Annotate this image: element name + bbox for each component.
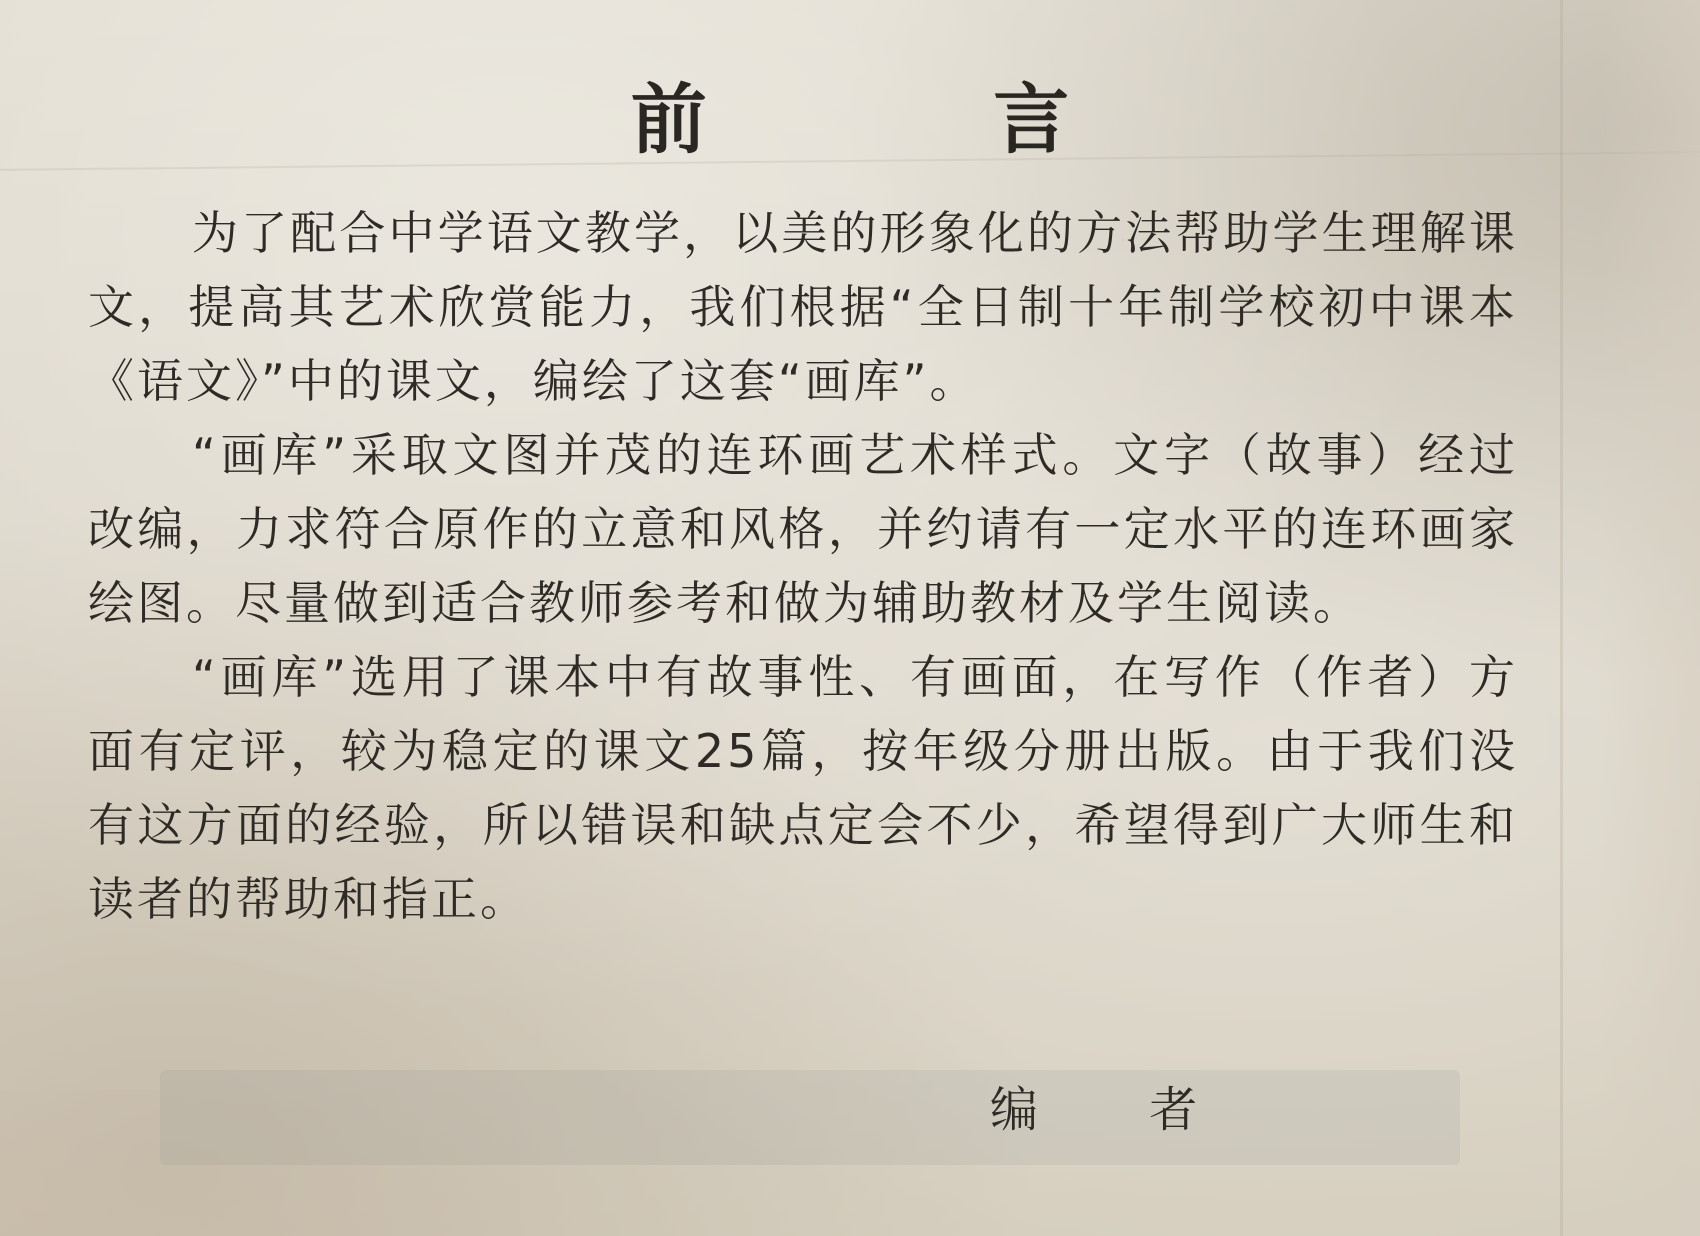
preface-paragraph-2: “画库”采取文图并茂的连环画艺术样式。文字（故事）经过改编，力求符合原作的立意和风格，并约请有一定水平的连环画家绘图。尽量做到适合教师参考和做为辅助教材及学生阅读。 — [88, 428, 1518, 630]
preface-body — [88, 196, 1518, 936]
preface-paragraph-3: “画库”选用了课本中有故事性、有画面，在写作（作者）方面有定评，较为稳定的课文25篇，按年级分册出版。由于我们没有这方面的经验，所以错误和缺点定会不少，希望得到广大师生和读者的帮助和指正。 — [88, 650, 1518, 926]
print-bleed-through — [160, 1070, 1460, 1165]
page-title: 前 言 — [630, 75, 1200, 164]
author-signature: 编 者 — [990, 1082, 1246, 1138]
paper-crease — [1560, 0, 1563, 1236]
preface-paragraph-1: 为了配合中学语文教学，以美的形象化的方法帮助学生理解课文，提高其艺术欣赏能力，我们根据“全日制十年制学校初中课本《语文》”中的课文，编绘了这套“画库”。 — [88, 206, 1518, 408]
paper-edge — [1600, 0, 1700, 1236]
